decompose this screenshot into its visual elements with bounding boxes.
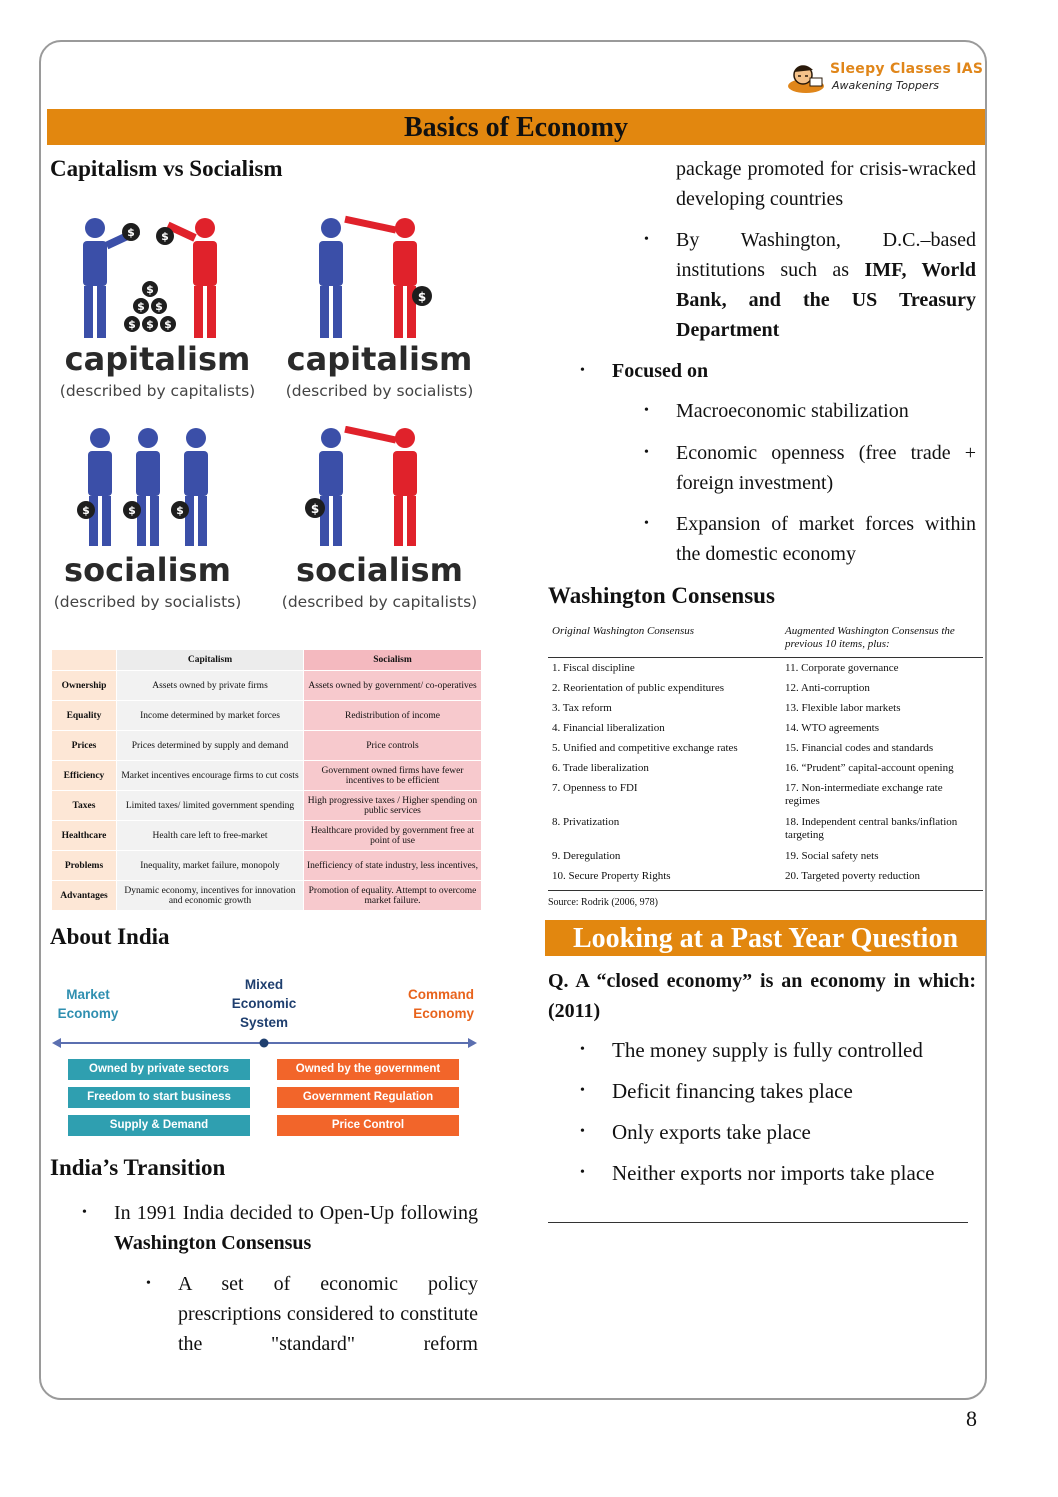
- row-label: Taxes: [52, 791, 117, 821]
- row-label: Ownership: [52, 671, 117, 701]
- table-row: [52, 851, 482, 881]
- row-label: Efficiency: [52, 761, 117, 791]
- capitalism-cell: Market incentives encourage firms to cut costs: [117, 761, 304, 791]
- socialism-cell: Promotion of equality. Attempt to overcome market failure.: [304, 881, 482, 911]
- government-regulation-box: Government Regulation: [277, 1087, 459, 1108]
- freedom-business-box: Freedom to start business: [68, 1087, 250, 1108]
- table-row: [52, 881, 482, 911]
- capitalism-socialism-table: [51, 649, 482, 911]
- transition-bullet-text: [114, 1198, 478, 1258]
- table-row: [52, 821, 482, 851]
- washington-consensus-table: [548, 621, 983, 908]
- svg-text:$: $: [164, 318, 172, 331]
- logo-emblem-icon: [786, 58, 826, 98]
- augmented-item: 18. Independent central banks/inflation targeting: [785, 816, 958, 841]
- institutions-bold: IMF, World Bank, and the US Treasury Department: [676, 259, 976, 341]
- bullet-icon: •: [580, 1124, 585, 1139]
- socialism-cell: Inefficiency of state industry, less incentives,: [304, 851, 482, 881]
- institutions-pre: By Washington, D.C.–based institutions such as: [676, 229, 976, 281]
- option-text: The money supply is fully controlled: [612, 1038, 923, 1062]
- original-item: 4. Financial liberalization: [552, 722, 665, 734]
- command-economy-label: Command Economy: [407, 987, 474, 1021]
- table-row: [548, 870, 983, 891]
- capitalism-cell: Inequality, market failure, monopoly: [117, 851, 304, 881]
- svg-text:$: $: [161, 230, 169, 243]
- market-economy-label: Market Economy: [57, 987, 119, 1021]
- svg-text:$: $: [310, 502, 320, 516]
- row-label: Problems: [52, 851, 117, 881]
- capitalism-by-capitalists-illustration: [65, 214, 235, 349]
- capitalism-cell: Prices determined by supply and demand: [117, 731, 304, 761]
- augmented-item: 20. Targeted poverty reduction: [781, 870, 983, 891]
- table-header-row: [52, 650, 482, 671]
- table-row: [548, 682, 983, 702]
- original-item: 9. Deregulation: [552, 850, 621, 862]
- capitalism-cell: Income determined by market forces: [117, 701, 304, 731]
- svg-text:$: $: [155, 300, 163, 313]
- augmented-item: 19. Social safety nets: [785, 850, 879, 862]
- focus-item-text: Expansion of market forces within the domestic economy: [676, 513, 976, 565]
- focused-on-text: Focused on: [612, 360, 709, 382]
- augmented-item: 15. Financial codes and standards: [785, 742, 934, 754]
- price-control-box: Price Control: [277, 1115, 459, 1136]
- original-item: 2. Reorientation of public expenditures: [552, 682, 724, 694]
- table-header-row: [548, 621, 983, 658]
- pyq-banner: Looking at a Past Year Question: [545, 920, 986, 956]
- original-item: 7. Openness to FDI: [552, 782, 638, 794]
- socialism-cell: High progressive taxes / Higher spending on public services: [304, 791, 482, 821]
- socialism-by-socialists-illustration: [70, 426, 230, 551]
- table-row: [548, 782, 983, 816]
- socialism-cell: Redistribution of income: [304, 701, 482, 731]
- option-text: Deficit financing takes place: [612, 1079, 853, 1103]
- supply-demand-box: Supply & Demand: [68, 1115, 250, 1136]
- original-item: 3. Tax reform: [552, 702, 612, 714]
- original-item: 8. Privatization: [552, 816, 620, 828]
- logo-tagline: Awakening Toppers: [832, 79, 939, 92]
- socialism-cell: Healthcare provided by government free at point of use: [304, 821, 482, 851]
- table-row: [52, 791, 482, 821]
- government-ownership-box: Owned by the government: [277, 1059, 459, 1080]
- table-row: [548, 702, 983, 722]
- option-text: Only exports take place: [612, 1120, 811, 1144]
- transition-sub-text: A set of economic policy prescriptions considered to constitute the "standard" reform: [178, 1273, 478, 1355]
- augmented-item: 14. WTO agreements: [785, 722, 879, 734]
- continuation-text: package promoted for crisis-wracked developing countries: [676, 158, 976, 210]
- capitalism-by-socialists-illustration: [305, 214, 445, 349]
- capitalism-cell: Limited taxes/ limited government spending: [117, 791, 304, 821]
- svg-text:$: $: [127, 226, 135, 239]
- capitalism-cell: Assets owned by private firms: [117, 671, 304, 701]
- bullet-icon: •: [82, 1205, 87, 1220]
- svg-text:$: $: [128, 504, 136, 517]
- capitalism-socialism-figure: [50, 208, 480, 618]
- panel2-caption: (described by socialists): [285, 382, 474, 400]
- table-row: [52, 731, 482, 761]
- table-row: [548, 742, 983, 762]
- about-india-heading: About India: [50, 924, 170, 949]
- svg-text:$: $: [146, 318, 154, 331]
- washington-consensus-heading: Washington Consensus: [548, 583, 775, 608]
- panel4-word: socialism: [296, 551, 463, 589]
- option-text: Neither exports nor imports take place: [612, 1161, 935, 1185]
- spectrum-arrow-icon: [52, 1035, 477, 1051]
- original-item: 5. Unified and competitive exchange rates: [552, 742, 738, 754]
- svg-text:$: $: [176, 504, 184, 517]
- page-title-banner: Basics of Economy: [47, 109, 985, 145]
- augmented-header: Augmented Washington Consensus the previous 10 items, plus:: [781, 621, 983, 658]
- page-number: 8: [966, 1406, 977, 1431]
- panel3-word: socialism: [64, 551, 231, 589]
- bullet-icon: •: [644, 516, 649, 531]
- svg-text:$: $: [146, 283, 154, 296]
- socialism-cell: Assets owned by government/ co-operatives: [304, 671, 482, 701]
- table-source: Source: Rodrik (2006, 978): [548, 897, 658, 908]
- original-header: Original Washington Consensus: [548, 621, 781, 658]
- table-header-cell: Capitalism: [117, 650, 304, 671]
- table-row: [52, 761, 482, 791]
- bullet-icon: •: [644, 403, 649, 418]
- svg-text:$: $: [137, 300, 145, 313]
- mixed-economy-label: Mixed Economic System: [231, 977, 297, 1030]
- svg-text:$: $: [128, 318, 136, 331]
- washington-consensus-bold: Washington Consensus: [114, 1232, 312, 1254]
- table-row: [548, 816, 983, 850]
- svg-text:$: $: [417, 290, 427, 304]
- socialism-cell: Price controls: [304, 731, 482, 761]
- cap-vs-soc-heading: Capitalism vs Socialism: [50, 156, 283, 181]
- table-row: [52, 701, 482, 731]
- divider-line: [548, 1222, 968, 1223]
- row-label: Equality: [52, 701, 117, 731]
- capitalism-cell: Health care left to free-market: [117, 821, 304, 851]
- table-header-cell: [52, 650, 117, 671]
- brand-logo: [786, 58, 986, 100]
- row-label: Advantages: [52, 881, 117, 911]
- question-text: Q. A “closed economy” is an economy in which: (2011): [548, 970, 976, 1022]
- transition-text: In 1991 India decided to Open-Up following: [114, 1202, 478, 1224]
- institutions-text: [676, 225, 976, 345]
- socialism-cell: Government owned firms have fewer incentives to be efficient: [304, 761, 482, 791]
- original-item: 10. Secure Property Rights: [548, 870, 781, 891]
- table-row: [548, 762, 983, 782]
- table-row: [52, 671, 482, 701]
- svg-text:$: $: [82, 504, 90, 517]
- augmented-item: 17. Non-intermediate exchange rate regimes: [785, 782, 943, 807]
- focus-item-text: Macroeconomic stabilization: [676, 400, 909, 422]
- table-header-cell: Socialism: [304, 650, 482, 671]
- focus-item-text: Economic openness (free trade + foreign investment): [676, 442, 976, 494]
- table-row: [548, 722, 983, 742]
- bullet-icon: •: [644, 445, 649, 460]
- bullet-icon: •: [580, 1042, 585, 1057]
- panel3-caption: (described by socialists): [53, 593, 242, 611]
- augmented-item: 11. Corporate governance: [785, 662, 899, 674]
- bullet-icon: •: [644, 232, 649, 247]
- bullet-icon: •: [580, 1165, 585, 1180]
- original-item: 6. Trade liberalization: [552, 762, 649, 774]
- augmented-item: 12. Anti-corruption: [785, 682, 870, 694]
- augmented-item: 13. Flexible labor markets: [785, 702, 901, 714]
- row-label: Healthcare: [52, 821, 117, 851]
- bullet-icon: •: [580, 1083, 585, 1098]
- table-row: [548, 658, 983, 683]
- socialism-by-capitalists-illustration: [305, 426, 445, 551]
- capitalism-cell: Dynamic economy, incentives for innovation and economic growth: [117, 881, 304, 911]
- bullet-icon: •: [146, 1276, 151, 1291]
- logo-brand-text: Sleepy Classes IAS: [830, 61, 984, 77]
- row-label: Prices: [52, 731, 117, 761]
- table-row: [548, 850, 983, 870]
- panel1-word: capitalism: [64, 340, 251, 378]
- panel4-caption: (described by capitalists): [281, 593, 478, 611]
- bullet-icon: •: [580, 363, 585, 378]
- economy-spectrum-diagram: [52, 975, 477, 1140]
- panel2-word: capitalism: [286, 340, 473, 378]
- private-ownership-box: Owned by private sectors: [68, 1059, 250, 1080]
- india-transition-heading: India’s Transition: [50, 1155, 226, 1180]
- panel1-caption: (described by capitalists): [59, 382, 256, 400]
- original-item: 1. Fiscal discipline: [552, 662, 635, 674]
- augmented-item: 16. “Prudent” capital-account opening: [785, 762, 954, 774]
